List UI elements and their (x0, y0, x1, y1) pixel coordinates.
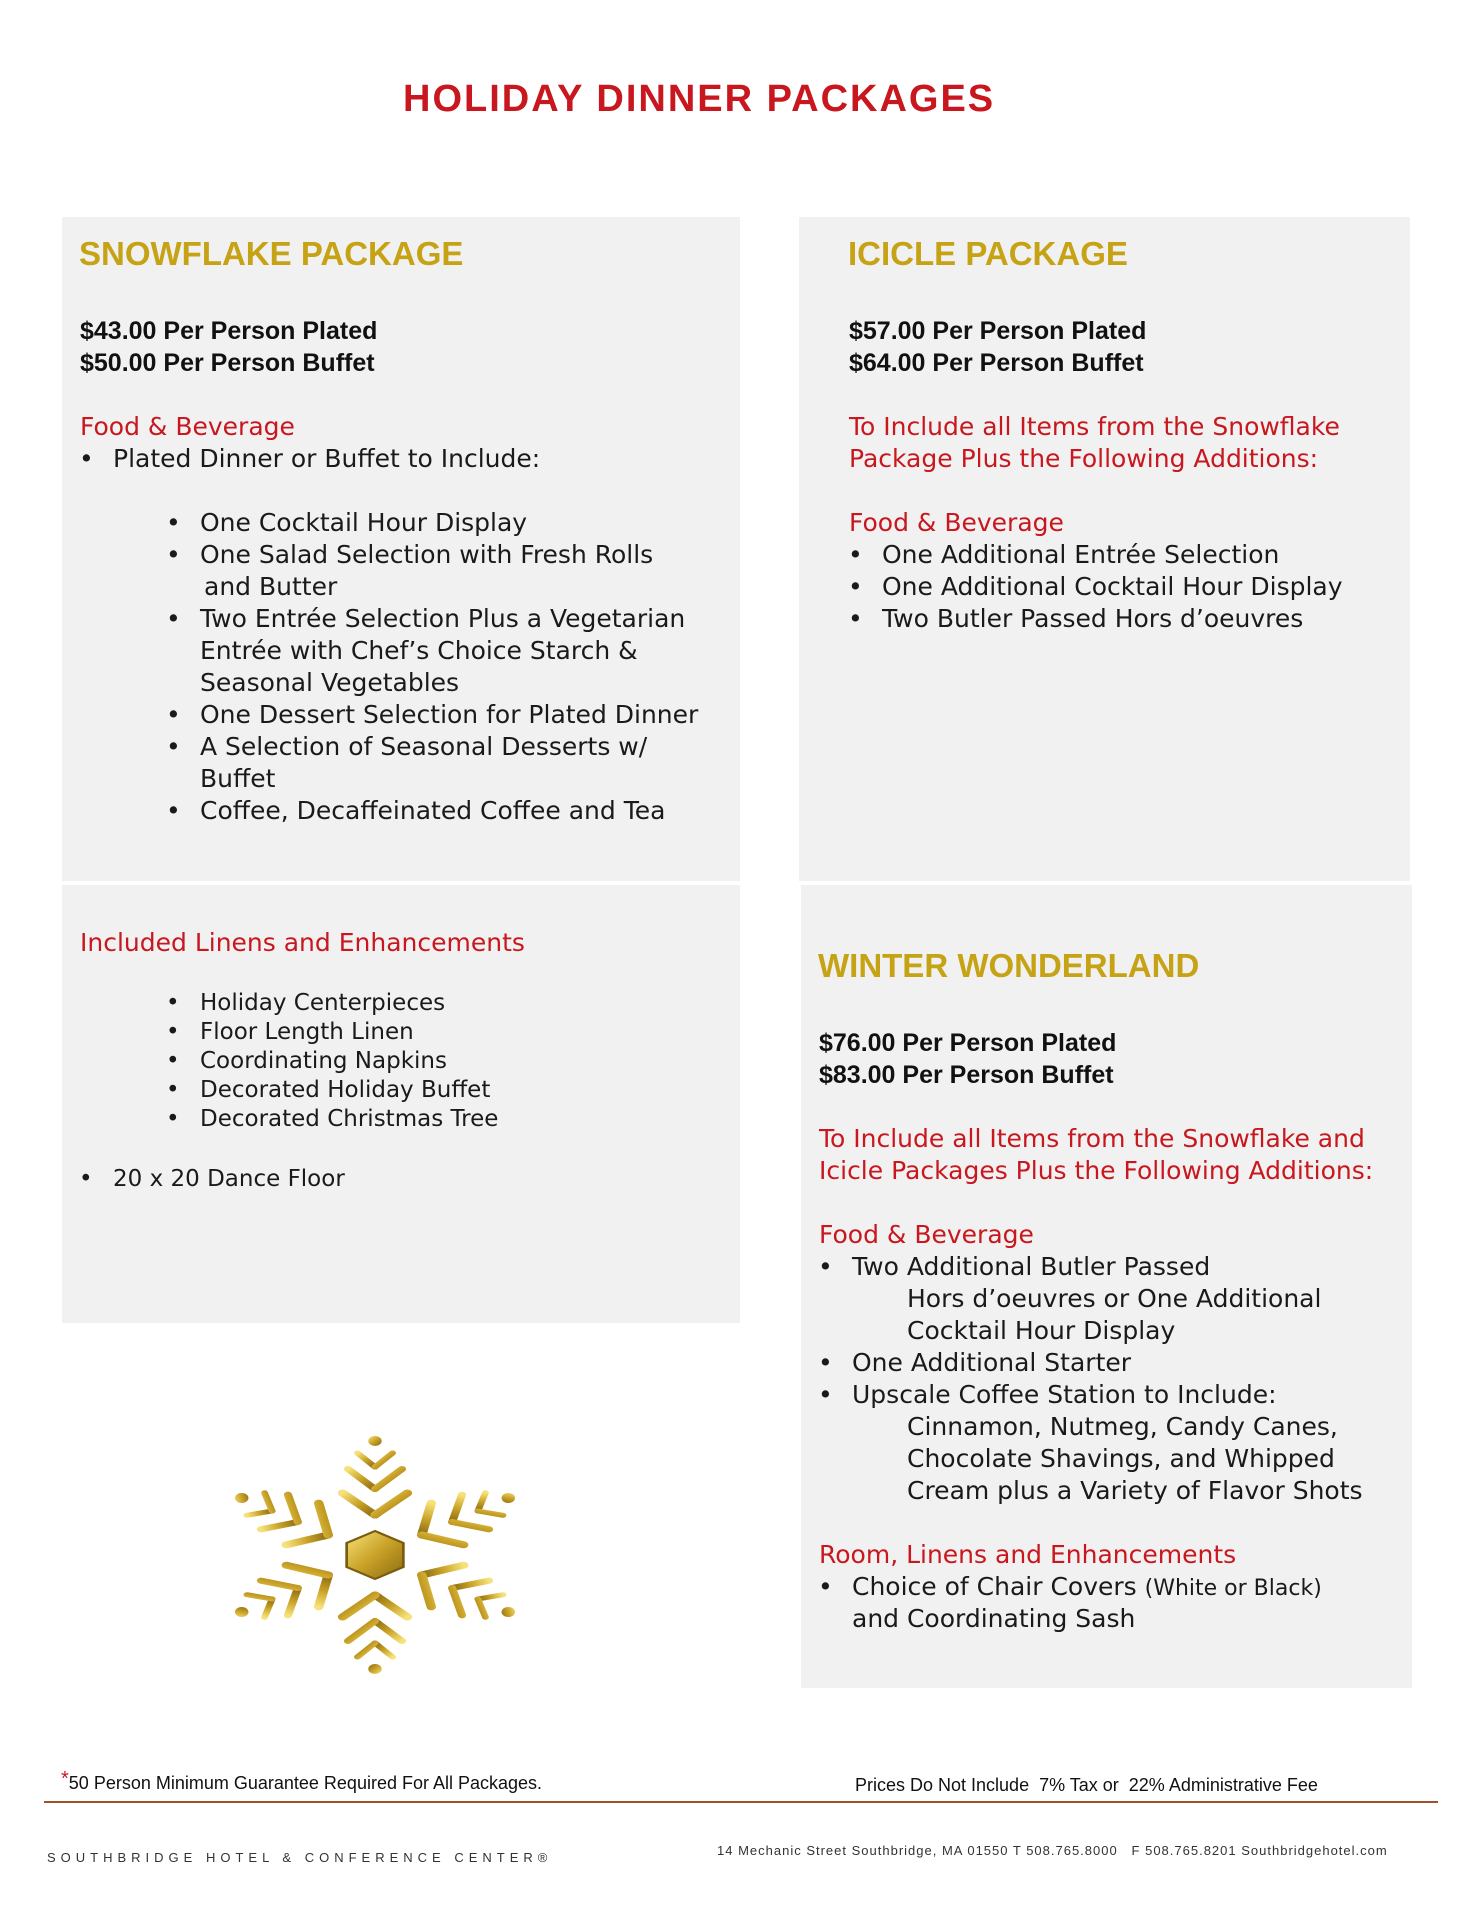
list-item: Entrée with Chef’s Choice Starch & (200, 636, 638, 665)
winter-fb-list (852, 1251, 1402, 1507)
asterisk: * (61, 1768, 69, 1790)
linens-heading: Included Linens and Enhancements (80, 928, 525, 957)
icicle-title: ICICLE PACKAGE (848, 235, 1128, 272)
list-item: • Decorated Holiday Buffet (200, 1076, 700, 1105)
list-item: Cinnamon, Nutmeg, Candy Canes, (907, 1412, 1338, 1441)
footer-divider (44, 1801, 1438, 1803)
linens-list (200, 989, 700, 1134)
snowflake-fb-heading: Food & Beverage (80, 412, 295, 441)
dance-floor-item: • 20 x 20 Dance Floor (113, 1165, 345, 1194)
minimum-guarantee-note (61, 1768, 543, 1795)
list-item: • Two Entrée Selection Plus a Vegetarian (200, 603, 740, 635)
list-item: Chocolate Shavings, and Whipped (907, 1444, 1335, 1473)
chair-covers-text: Choice of Chair Covers (852, 1572, 1137, 1601)
snowflake-price-buffet: $50.00 Per Person Buffet (80, 349, 375, 377)
hotel-address: 14 Mechanic Street Southbridge, MA 01550 T 508.765.8000 F 508.765.8201 Southbridgehotel.com (717, 1843, 1388, 1858)
snowflake-items-list (200, 507, 740, 827)
list-item: Cream plus a Variety of Flavor Shots (907, 1476, 1363, 1505)
page-title: HOLIDAY DINNER PACKAGES (403, 78, 996, 120)
list-item: • One Dessert Selection for Plated Dinner (200, 699, 740, 731)
icicle-items-list (882, 539, 1402, 635)
list-item: • Holiday Centerpieces (200, 989, 700, 1018)
snowflake-linens-panel (62, 885, 740, 1323)
snowflake-panel (62, 217, 740, 881)
list-item: and Butter (204, 572, 338, 601)
hotel-name: SOUTHBRIDGE HOTEL & CONFERENCE CENTER® (47, 1850, 553, 1865)
snowflake-icon (210, 1430, 540, 1680)
icicle-panel (799, 217, 1410, 881)
snowflake-price-plated: $43.00 Per Person Plated (80, 317, 378, 345)
winter-room-item-continued: and Coordinating Sash (852, 1604, 1136, 1633)
list-item: • One Additional Entrée Selection (882, 539, 1402, 571)
list-item: Seasonal Vegetables (200, 668, 460, 697)
snowflake-fb-intro: • Plated Dinner or Buffet to Include: (113, 443, 540, 475)
winter-price-plated: $76.00 Per Person Plated (819, 1029, 1117, 1057)
list-item: • Two Additional Butler Passed (852, 1251, 1402, 1283)
list-item: • One Additional Cocktail Hour Display (882, 571, 1402, 603)
list-item: • Upscale Coffee Station to Include: (852, 1379, 1402, 1411)
list-item: • Coordinating Napkins (200, 1047, 700, 1076)
list-item: • Floor Length Linen (200, 1018, 700, 1047)
list-item: • One Additional Starter (852, 1347, 1402, 1379)
winter-room-heading: Room, Linens and Enhancements (819, 1540, 1237, 1569)
list-item: Hors d’oeuvres or One Additional (907, 1284, 1322, 1313)
icicle-price-plated: $57.00 Per Person Plated (849, 317, 1147, 345)
winter-title: WINTER WONDERLAND (818, 947, 1200, 984)
winter-wonderland-panel (801, 885, 1412, 1688)
winter-price-buffet: $83.00 Per Person Buffet (819, 1061, 1114, 1089)
winter-intro-line-2: Icicle Packages Plus the Following Additions: (819, 1156, 1374, 1185)
winter-intro-line-1: To Include all Items from the Snowflake and (819, 1124, 1365, 1153)
prices-note: Prices Do Not Include 7% Tax or 22% Administrative Fee (855, 1775, 1318, 1795)
list-item: • Decorated Christmas Tree (200, 1105, 700, 1134)
icicle-intro-line-1: To Include all Items from the Snowflake (849, 412, 1340, 441)
list-item: • Two Butler Passed Hors d’oeuvres (882, 603, 1402, 635)
minimum-guarantee-text: 50 Person Minimum Guarantee Required For All Packages. (68, 1773, 543, 1793)
chair-covers-note: (White or Black) (1144, 1576, 1322, 1601)
list-item: Cocktail Hour Display (907, 1316, 1176, 1345)
list-item: • One Cocktail Hour Display (200, 507, 740, 539)
icicle-price-buffet: $64.00 Per Person Buffet (849, 349, 1144, 377)
list-item: • Coffee, Decaffeinated Coffee and Tea (200, 795, 740, 827)
icicle-fb-heading: Food & Beverage (849, 508, 1064, 537)
list-item: Buffet (200, 764, 276, 793)
icicle-intro-line-2: Package Plus the Following Additions: (849, 444, 1319, 473)
winter-fb-heading: Food & Beverage (819, 1220, 1034, 1249)
list-item: • One Salad Selection with Fresh Rolls (200, 539, 740, 571)
list-item: • A Selection of Seasonal Desserts w/ (200, 731, 740, 763)
snowflake-title: SNOWFLAKE PACKAGE (79, 235, 464, 272)
winter-room-item (852, 1571, 1322, 1605)
